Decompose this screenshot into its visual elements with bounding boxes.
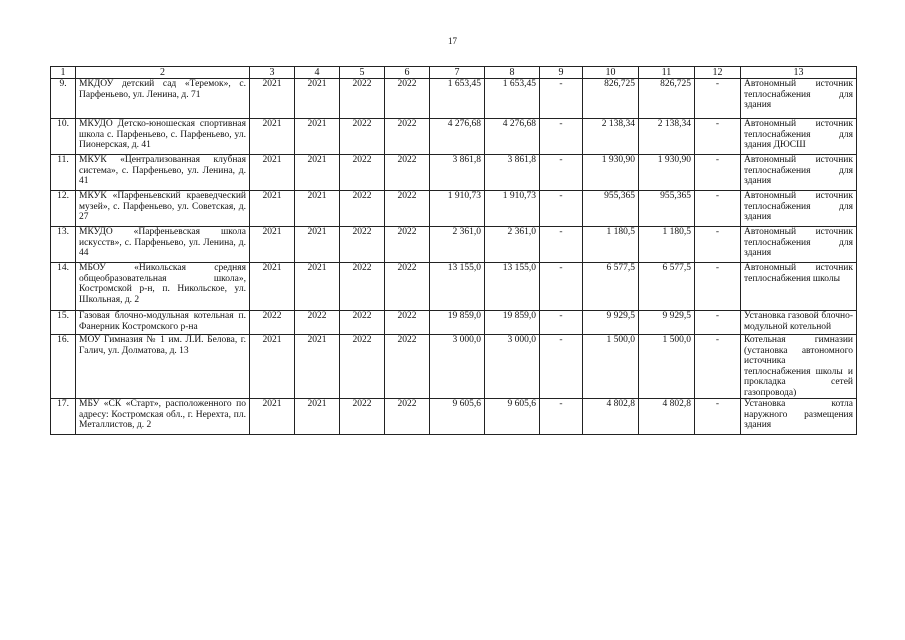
cell-c9: -	[540, 155, 583, 191]
cell-c10: 955,365	[583, 191, 639, 227]
header-cell: 4	[295, 67, 340, 79]
cell-c7: 3 000,0	[430, 335, 485, 399]
header-cell: 7	[430, 67, 485, 79]
cell-c11: 9 929,5	[639, 311, 695, 335]
cell-c10: 4 802,8	[583, 399, 639, 435]
row-number: 11.	[51, 155, 76, 191]
cell-c4: 2021	[295, 263, 340, 311]
object-name: МОУ Гимназия № 1 им. Л.И. Белова, г. Галич, ул. Долматова, д. 13	[76, 335, 250, 399]
header-cell: 13	[741, 67, 857, 79]
cell-c6: 2022	[385, 155, 430, 191]
cell-c12: -	[695, 311, 741, 335]
row-number: 16.	[51, 335, 76, 399]
cell-c12: -	[695, 227, 741, 263]
cell-c3: 2021	[250, 263, 295, 311]
cell-c7: 2 361,0	[430, 227, 485, 263]
row-number: 17.	[51, 399, 76, 435]
cell-c8: 2 361,0	[485, 227, 540, 263]
cell-c9: -	[540, 191, 583, 227]
row-number: 10.	[51, 119, 76, 155]
cell-c5: 2022	[340, 399, 385, 435]
cell-c10: 1 500,0	[583, 335, 639, 399]
object-name: МКУК «Парфеньевский краеведческий музей», с. Парфеньево, ул. Советская, д. 27	[76, 191, 250, 227]
header-cell: 2	[76, 67, 250, 79]
table-row	[51, 119, 857, 155]
cell-c11: 4 802,8	[639, 399, 695, 435]
cell-c12: -	[695, 263, 741, 311]
header-cell: 3	[250, 67, 295, 79]
table-row	[51, 79, 857, 119]
work-description: Котельная гимназии (установка автономного источника теплоснабжения школы и прокладка сетей газопровода)	[741, 335, 857, 399]
work-description: Установка газовой блочно-модульной котельной	[741, 311, 857, 335]
cell-c10: 2 138,34	[583, 119, 639, 155]
object-name: МКУДО Детско-юношеская спортивная школа с. Парфеньево, с. Парфеньево, ул. Пионерская, д. 41	[76, 119, 250, 155]
cell-c7: 3 861,8	[430, 155, 485, 191]
cell-c9: -	[540, 311, 583, 335]
cell-c6: 2022	[385, 335, 430, 399]
cell-c11: 955,365	[639, 191, 695, 227]
cell-c3: 2021	[250, 79, 295, 119]
cell-c6: 2022	[385, 79, 430, 119]
object-name: Газовая блочно-модульная котельная п. Фанерник Костромского р-на	[76, 311, 250, 335]
cell-c3: 2022	[250, 311, 295, 335]
object-name: МКУК «Централизованная клубная система», с. Парфеньево, ул. Ленина, д. 41	[76, 155, 250, 191]
cell-c8: 19 859,0	[485, 311, 540, 335]
cell-c11: 6 577,5	[639, 263, 695, 311]
cell-c5: 2022	[340, 191, 385, 227]
cell-c7: 1 653,45	[430, 79, 485, 119]
cell-c9: -	[540, 263, 583, 311]
cell-c6: 2022	[385, 263, 430, 311]
header-cell: 12	[695, 67, 741, 79]
cell-c7: 4 276,68	[430, 119, 485, 155]
work-description: Установка котла наружного размещения здания	[741, 399, 857, 435]
table-row	[51, 191, 857, 227]
cell-c7: 13 155,0	[430, 263, 485, 311]
cell-c10: 6 577,5	[583, 263, 639, 311]
cell-c12: -	[695, 119, 741, 155]
cell-c8: 4 276,68	[485, 119, 540, 155]
row-number: 13.	[51, 227, 76, 263]
header-cell: 11	[639, 67, 695, 79]
header-cell: 8	[485, 67, 540, 79]
cell-c3: 2021	[250, 227, 295, 263]
header-cell: 6	[385, 67, 430, 79]
cell-c5: 2022	[340, 335, 385, 399]
work-description: Автономный источник теплоснабжения для здания	[741, 227, 857, 263]
cell-c11: 1 500,0	[639, 335, 695, 399]
cell-c12: -	[695, 335, 741, 399]
cell-c5: 2022	[340, 79, 385, 119]
cell-c11: 826,725	[639, 79, 695, 119]
cell-c9: -	[540, 399, 583, 435]
cell-c7: 1 910,73	[430, 191, 485, 227]
header-cell: 5	[340, 67, 385, 79]
cell-c10: 9 929,5	[583, 311, 639, 335]
cell-c3: 2021	[250, 155, 295, 191]
object-name: МБОУ «Никольская средняя общеобразовательная школа», Костромской р-н, п. Никольское, ул. Школьная, д. 2	[76, 263, 250, 311]
cell-c8: 13 155,0	[485, 263, 540, 311]
cell-c4: 2021	[295, 119, 340, 155]
cell-c5: 2022	[340, 263, 385, 311]
cell-c11: 2 138,34	[639, 119, 695, 155]
header-cell: 1	[51, 67, 76, 79]
cell-c6: 2022	[385, 191, 430, 227]
cell-c9: -	[540, 79, 583, 119]
cell-c5: 2022	[340, 311, 385, 335]
cell-c4: 2021	[295, 335, 340, 399]
cell-c8: 1 910,73	[485, 191, 540, 227]
object-name: МКУДО «Парфеньевская школа искусств», с. Парфеньево, ул. Ленина, д. 44	[76, 227, 250, 263]
cell-c3: 2021	[250, 399, 295, 435]
cell-c8: 3 000,0	[485, 335, 540, 399]
cell-c5: 2022	[340, 227, 385, 263]
row-number: 14.	[51, 263, 76, 311]
table-row	[51, 155, 857, 191]
table-row	[51, 335, 857, 399]
object-name: МБУ «СК «Старт», расположенного по адресу: Костромская обл., г. Нерехта, пл. Металлистов, д. 2	[76, 399, 250, 435]
cell-c7: 19 859,0	[430, 311, 485, 335]
cell-c6: 2022	[385, 119, 430, 155]
cell-c4: 2021	[295, 79, 340, 119]
cell-c8: 1 653,45	[485, 79, 540, 119]
cell-c12: -	[695, 155, 741, 191]
cell-c3: 2021	[250, 119, 295, 155]
work-description: Автономный источник теплоснабжения для здания	[741, 79, 857, 119]
work-description: Автономный источник теплоснабжения для здания	[741, 191, 857, 227]
cell-c4: 2021	[295, 155, 340, 191]
cell-c11: 1 930,90	[639, 155, 695, 191]
cell-c8: 9 605,6	[485, 399, 540, 435]
cell-c10: 1 180,5	[583, 227, 639, 263]
cell-c3: 2021	[250, 335, 295, 399]
row-number: 15.	[51, 311, 76, 335]
work-description: Автономный источник теплоснабжения для здания	[741, 155, 857, 191]
cell-c3: 2021	[250, 191, 295, 227]
cell-c9: -	[540, 119, 583, 155]
object-name: МКДОУ детский сад «Теремок», с. Парфеньево, ул. Ленина, д. 71	[76, 79, 250, 119]
cell-c8: 3 861,8	[485, 155, 540, 191]
cell-c4: 2021	[295, 191, 340, 227]
header-cell: 9	[540, 67, 583, 79]
cell-c9: -	[540, 335, 583, 399]
cell-c5: 2022	[340, 155, 385, 191]
cell-c6: 2022	[385, 311, 430, 335]
table-row	[51, 399, 857, 435]
cell-c7: 9 605,6	[430, 399, 485, 435]
cell-c11: 1 180,5	[639, 227, 695, 263]
cell-c12: -	[695, 191, 741, 227]
cell-c10: 826,725	[583, 79, 639, 119]
cell-c9: -	[540, 227, 583, 263]
cell-c5: 2022	[340, 119, 385, 155]
cell-c6: 2022	[385, 399, 430, 435]
cell-c10: 1 930,90	[583, 155, 639, 191]
cell-c12: -	[695, 79, 741, 119]
cell-c4: 2021	[295, 227, 340, 263]
header-row	[51, 67, 857, 79]
cell-c12: -	[695, 399, 741, 435]
header-cell: 10	[583, 67, 639, 79]
table-row	[51, 227, 857, 263]
cell-c4: 2022	[295, 311, 340, 335]
table-row	[51, 311, 857, 335]
program-table	[50, 66, 857, 435]
table-row	[51, 263, 857, 311]
work-description: Автономный источник теплоснабжения для здания ДЮСШ	[741, 119, 857, 155]
row-number: 9.	[51, 79, 76, 119]
page-number: 17	[448, 36, 457, 46]
row-number: 12.	[51, 191, 76, 227]
cell-c6: 2022	[385, 227, 430, 263]
cell-c4: 2021	[295, 399, 340, 435]
work-description: Автономный источник теплоснабжения школы	[741, 263, 857, 311]
